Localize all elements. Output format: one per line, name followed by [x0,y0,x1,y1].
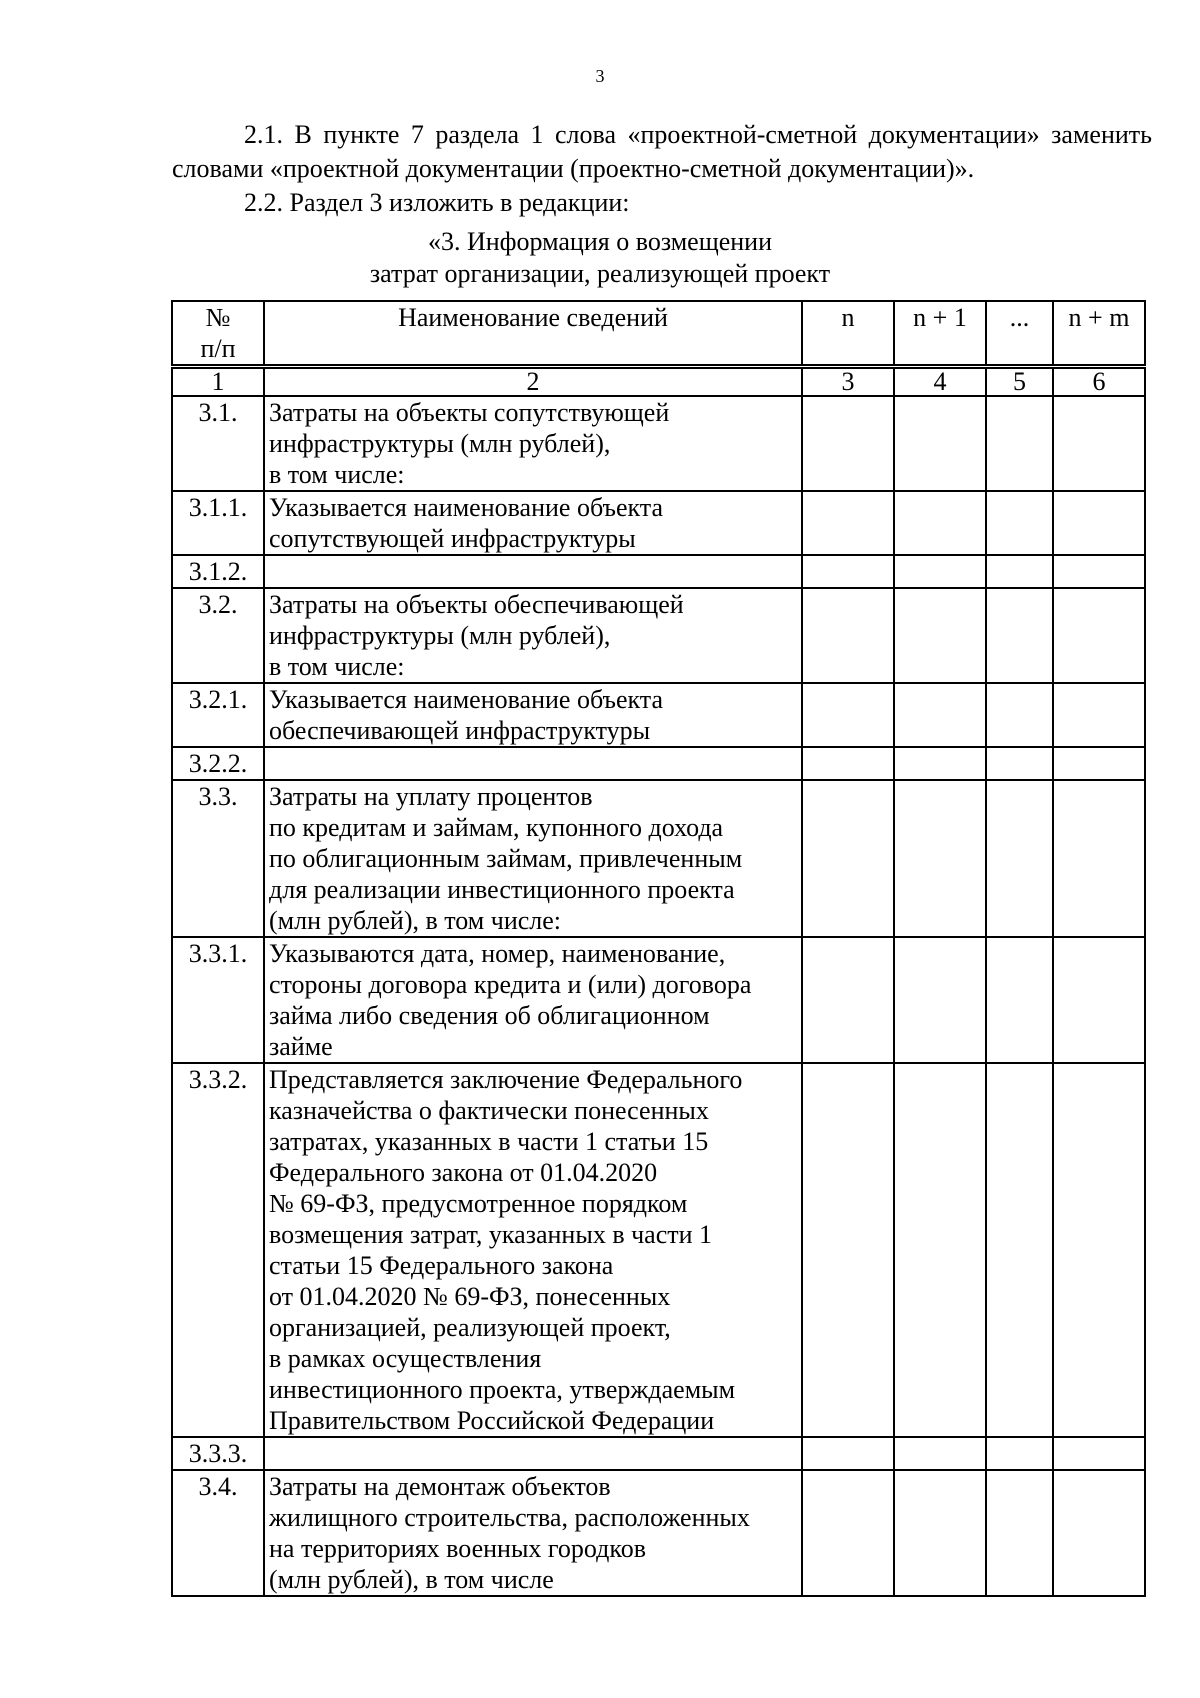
value-cell-ellipsis [986,780,1053,937]
row-name-cell [264,780,802,937]
page-number: 3 [595,66,605,86]
value-cell-n [802,1437,894,1470]
row-name-cell [264,555,802,588]
row-name-text: Представляется заключение Федерального казначейства о фактически понесенных затратах, указанных в части 1 статьи 15 Федерального закона от 01.04.2020 № 69-ФЗ, предусмотренное порядком возмещения затрат, указанных в части 1 статьи 15 Федерального закона от 01.04.2020 № 69-ФЗ, понесенных организацией, реализующей проект, в рамках осуществления инвестиционного проекта, утверждаемым Правительством Российской Федерации [269,1065,743,1435]
header-cell-number: № п/п [172,301,264,367]
row-name-text: Затраты на объекты обеспечивающей инфраструктуры (млн рублей), в том числе: [269,590,684,681]
value-cell-n [802,588,894,683]
value-cell-n [802,396,894,491]
row-name-text: Указываются дата, номер, наименование, стороны договора кредита и (или) договора займа либо сведения об облигационном займе [269,939,752,1061]
row-name-cell [264,747,802,780]
section-heading-line-1: «3. Информация о возмещении [427,227,773,256]
row-name-text: Указывается наименование объекта обеспечивающей инфраструктуры [269,685,664,745]
row-number-cell: 3.3.2. [172,1063,264,1437]
value-cell-n [802,937,894,1063]
table-row [172,683,1145,747]
table-row [172,1470,1145,1596]
value-cell-n-plus-m [1053,491,1145,555]
value-cell-n-plus-1 [894,491,986,555]
costs-table [171,300,1146,1597]
value-cell-n [802,491,894,555]
value-cell-n [802,780,894,937]
paragraph-2-2: 2.2. Раздел 3 изложить в редакции: [244,188,630,217]
value-cell-n [802,555,894,588]
value-cell-n-plus-m [1053,396,1145,491]
table-header [172,301,1145,367]
table-row [172,780,1145,937]
row-number-cell: 3.1.2. [172,555,264,588]
table-row [172,747,1145,780]
table-row [172,491,1145,555]
value-cell-n-plus-1 [894,396,986,491]
value-cell-n [802,1470,894,1596]
table-row [172,555,1145,588]
value-cell-n-plus-m [1053,1063,1145,1437]
row-number-cell: 3.2.1. [172,683,264,747]
row-number-cell: 3.2. [172,588,264,683]
row-number-cell: 3.4. [172,1470,264,1596]
column-index-cell: 6 [1053,367,1145,397]
value-cell-n-plus-m [1053,1437,1145,1470]
table-row [172,1437,1145,1470]
value-cell-ellipsis [986,555,1053,588]
value-cell-n-plus-1 [894,937,986,1063]
column-index-cell: 5 [986,367,1053,397]
header-row [172,301,1145,367]
header-cell-name: Наименование сведений [264,301,802,367]
column-index-cell: 2 [264,367,802,397]
row-name-text: Затраты на демонтаж объектов жилищного строительства, расположенных на территориях военных городков (млн рублей), в том числе [269,1472,750,1594]
row-name-cell [264,937,802,1063]
table-row [172,937,1145,1063]
value-cell-ellipsis [986,1063,1053,1437]
row-number-cell: 3.1.1. [172,491,264,555]
section-heading [0,226,1200,290]
row-name-cell [264,1470,802,1596]
row-number-cell: 3.1. [172,396,264,491]
value-cell-ellipsis [986,1437,1053,1470]
value-cell-ellipsis [986,1470,1053,1596]
value-cell-ellipsis [986,937,1053,1063]
header-cell-ellipsis: ... [986,301,1053,367]
row-name-cell [264,1063,802,1437]
value-cell-n [802,747,894,780]
row-number-cell: 3.3.1. [172,937,264,1063]
table-row [172,588,1145,683]
row-name-cell [264,588,802,683]
value-cell-ellipsis [986,491,1053,555]
row-name-text: Затраты на уплату процентов по кредитам и займам, купонного дохода по облигационным займам, привлеченным для реализации инвестиционного проекта (млн рублей), в том числе: [269,782,743,935]
header-cell-n: n [802,301,894,367]
row-name-cell [264,396,802,491]
row-number-cell: 3.2.2. [172,747,264,780]
row-number-cell: 3.3. [172,780,264,937]
row-name-text: Затраты на объекты сопутствующей инфраструктуры (млн рублей), в том числе: [269,398,670,489]
value-cell-n-plus-1 [894,1470,986,1596]
value-cell-n-plus-m [1053,780,1145,937]
table-row [172,396,1145,491]
column-index-cell: 1 [172,367,264,397]
row-name-cell [264,683,802,747]
table-body [172,367,1145,1597]
table-row [172,1063,1145,1437]
value-cell-ellipsis [986,588,1053,683]
row-name-cell [264,491,802,555]
header-cell-n-plus-1: n + 1 [894,301,986,367]
value-cell-n-plus-1 [894,1063,986,1437]
value-cell-ellipsis [986,396,1053,491]
paragraph-2-1: 2.1. В пункте 7 раздела 1 слова «проектной-сметной документации» заменить словами «проектной документации (проектно-сметной документации)». [172,120,1152,183]
column-index-row [172,367,1145,397]
row-name-cell [264,1437,802,1470]
value-cell-ellipsis [986,683,1053,747]
value-cell-n-plus-1 [894,780,986,937]
value-cell-n-plus-m [1053,1470,1145,1596]
section-heading-line-2: затрат организации, реализующей проект [369,259,831,288]
column-index-cell: 3 [802,367,894,397]
value-cell-n-plus-1 [894,1437,986,1470]
value-cell-n-plus-1 [894,747,986,780]
value-cell-n-plus-m [1053,555,1145,588]
column-index-cell: 4 [894,367,986,397]
row-name-text: Указывается наименование объекта сопутствующей инфраструктуры [269,493,664,553]
value-cell-n [802,1063,894,1437]
value-cell-n-plus-m [1053,747,1145,780]
header-cell-n-plus-m: n + m [1053,301,1145,367]
value-cell-ellipsis [986,747,1053,780]
value-cell-n-plus-1 [894,588,986,683]
value-cell-n-plus-m [1053,937,1145,1063]
value-cell-n-plus-m [1053,683,1145,747]
row-number-cell: 3.3.3. [172,1437,264,1470]
value-cell-n-plus-m [1053,588,1145,683]
value-cell-n [802,683,894,747]
value-cell-n-plus-1 [894,555,986,588]
value-cell-n-plus-1 [894,683,986,747]
